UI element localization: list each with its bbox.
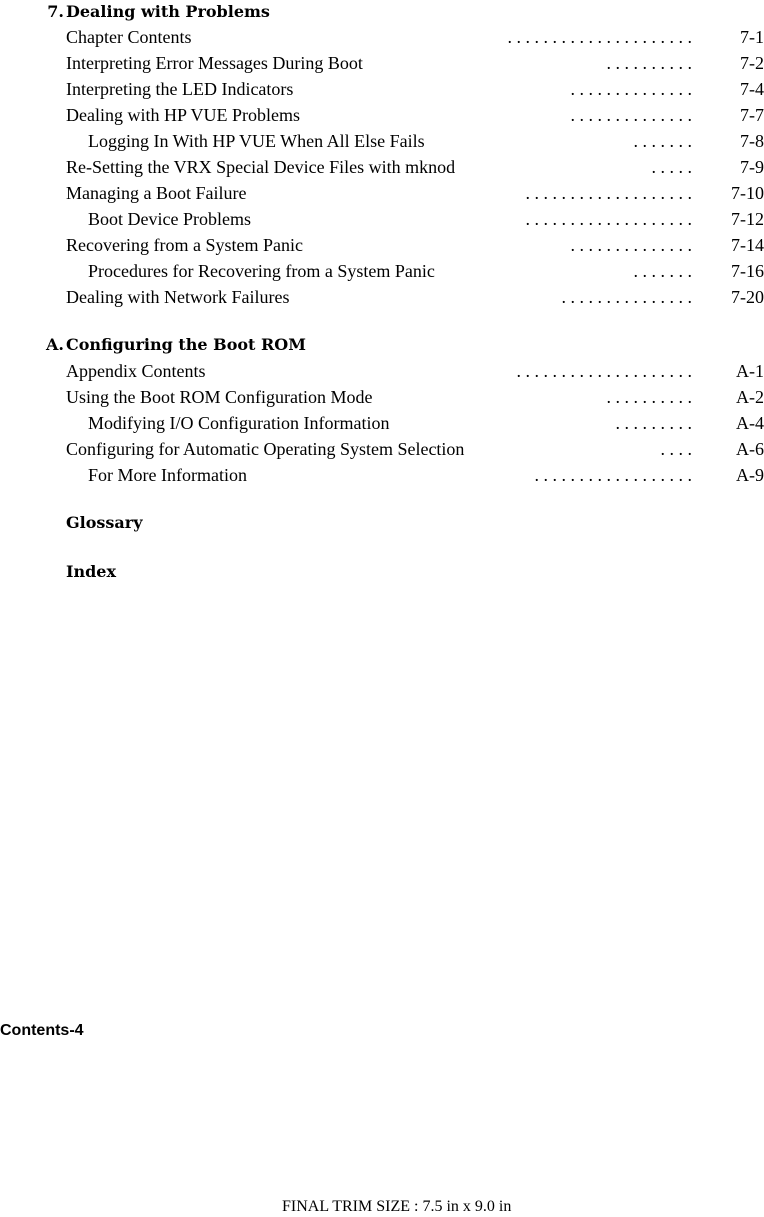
toc-entry-page: 7-9 [740,157,764,177]
toc-entry[interactable] [66,155,764,179]
dot-leader: . . . . . . . [633,131,692,151]
toc-entry-label: Logging In With HP VUE When All Else Fails [88,129,429,153]
toc-entry-page: 7-4 [740,79,764,99]
glossary-heading[interactable]: Glossary [66,513,143,532]
toc-entry[interactable] [66,385,764,409]
toc-entry-page: 7-8 [740,131,764,151]
toc-entry-page: 7-14 [731,235,764,255]
section-heading [0,0,764,24]
toc-entry-page: 7-16 [731,261,764,281]
section-number: A. [46,335,64,354]
toc-entry-label: Dealing with HP VUE Problems [66,103,304,127]
toc-entry[interactable] [66,285,764,309]
toc-entry-label: Interpreting the LED Indicators [66,77,297,101]
toc-entry-page: 7-20 [731,287,764,307]
dot-leader: . . . . . . . . . . [606,387,692,407]
toc-subentry[interactable] [88,259,764,283]
toc-entry-label: Re-Setting the VRX Special Device Files with mknod [66,155,459,179]
dot-leader: . . . . . . . . . . . . . . [570,105,692,125]
toc-entry-label: Interpreting Error Messages During Boot [66,51,367,75]
index-heading[interactable]: Index [66,562,117,581]
toc-subentry[interactable] [88,411,764,435]
toc-entry-page: A-1 [736,361,764,381]
toc-entry-page: 7-12 [731,209,764,229]
toc-entry-label: For More Information [88,463,251,487]
dot-leader: . . . . [660,439,692,459]
dot-leader: . . . . . . . . . . [606,53,692,73]
toc-entry[interactable] [66,437,764,461]
toc-entry-page: 7-1 [740,27,764,47]
toc-subentry[interactable] [88,207,764,231]
section-number: 7. [47,2,64,21]
toc-entry-label: Procedures for Recovering from a System Panic [88,259,439,283]
toc-entry-label: Configuring for Automatic Operating System Selection [66,437,468,461]
toc-entry[interactable] [66,181,764,205]
toc-entry-label: Boot Device Problems [88,207,255,231]
toc-entry[interactable] [66,233,764,257]
toc-entry[interactable] [66,359,764,383]
section-title: Configuring the Boot ROM [66,335,306,354]
toc-entry-page: 7-10 [731,183,764,203]
dot-leader: . . . . . . . . . . . . . . [570,79,692,99]
toc-entry-page: A-6 [736,439,764,459]
toc-entry-page: A-2 [736,387,764,407]
dot-leader: . . . . . . . . . . . . . . . . . . . [525,209,692,229]
toc-entry-page: 7-2 [740,53,764,73]
dot-leader: . . . . . . . [633,261,692,281]
toc-entry[interactable] [66,103,764,127]
toc-entry-label: Managing a Boot Failure [66,181,250,205]
dot-leader: . . . . . . . . . . . . . . . . . . . . [516,361,692,381]
toc-entry-page: A-4 [736,413,764,433]
section-heading [0,333,764,357]
toc-entry-label: Using the Boot ROM Configuration Mode [66,385,377,409]
section-title: Dealing with Problems [66,2,270,21]
toc-entry[interactable] [66,51,764,75]
dot-leader: . . . . . . . . . . . . . . . . . . . . . [507,27,692,47]
page-number-label: Contents-4 [0,1022,84,1039]
dot-leader: . . . . . [651,157,692,177]
toc-subentry[interactable] [88,129,764,153]
dot-leader: . . . . . . . . . . . . . . . . . . . [525,183,692,203]
dot-leader: . . . . . . . . . . . . . . . . . . [534,465,692,485]
dot-leader: . . . . . . . . . . . . . . [570,235,692,255]
toc-entry-label: Appendix Contents [66,359,210,383]
toc-entry[interactable] [66,77,764,101]
toc-entry-label: Recovering from a System Panic [66,233,307,257]
toc-subentry[interactable] [88,463,764,487]
toc-entry-page: 7-7 [740,105,764,125]
toc-entry-label: Chapter Contents [66,25,195,49]
trim-size-note: FINAL TRIM SIZE : 7.5 in x 9.0 in [282,1198,512,1215]
dot-leader: . . . . . . . . . . . . . . . [561,287,692,307]
toc-entry-label: Modifying I/O Configuration Information [88,411,393,435]
dot-leader: . . . . . . . . . [615,413,692,433]
toc-entry[interactable] [66,25,764,49]
toc-entry-page: A-9 [736,465,764,485]
toc-entry-label: Dealing with Network Failures [66,285,293,309]
